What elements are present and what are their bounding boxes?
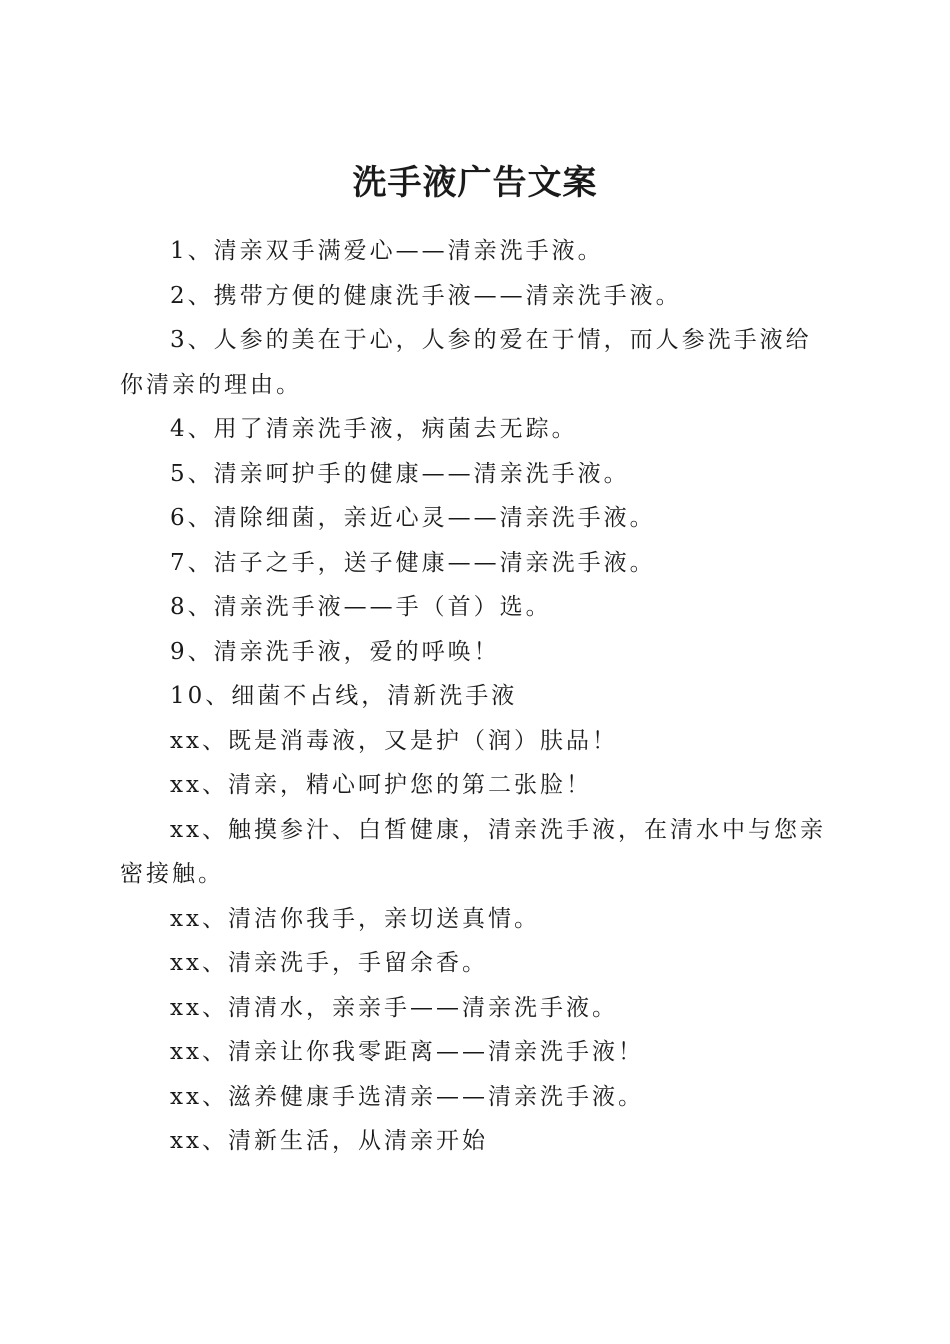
- slogan-paragraph: xx、既是消毒液，又是护（润）肤品！: [170, 727, 618, 754]
- slogan-paragraph: xx、清亲让你我零距离——清亲洗手液！: [170, 1039, 644, 1065]
- slogan-paragraph: xx、清新生活，从清亲开始: [170, 1128, 488, 1154]
- slogan-paragraph: xx、清亲洗手，手留余香。: [170, 950, 488, 976]
- slogan-paragraph: xx、清亲，精心呵护您的第二张脸！: [170, 772, 592, 798]
- slogan-paragraph: 4、用了清亲洗手液，病菌去无踪。: [170, 416, 578, 442]
- document-body: [120, 229, 830, 1164]
- slogan-paragraph: 9、清亲洗手液，爱的呼唤！: [170, 638, 500, 665]
- slogan-paragraph: xx、滋养健康手选清亲——清亲洗手液。: [170, 1083, 644, 1110]
- slogan-paragraph: 7、洁子之手，送子健康——清亲洗手液。: [170, 549, 656, 576]
- slogan-paragraph: 5、清亲呵护手的健康——清亲洗手液。: [170, 460, 630, 487]
- slogan-paragraph: 6、清除细菌，亲近心灵——清亲洗手液。: [170, 505, 656, 531]
- slogan-paragraph: xx、清清水，亲亲手——清亲洗手液。: [170, 994, 618, 1021]
- slogan-paragraph: 3、人参的美在于心，人参的爱在于情，而人参洗手液给你清亲的理由。: [120, 327, 812, 398]
- slogan-paragraph: xx、清洁你我手，亲切送真情。: [170, 905, 540, 932]
- slogan-paragraph: 8、清亲洗手液——手（首）选。: [170, 594, 552, 620]
- slogan-paragraph: 10、细菌不占线，清新洗手液: [170, 683, 518, 709]
- slogan-paragraph: 1、清亲双手满爱心——清亲洗手液。: [170, 238, 604, 264]
- document-title: 洗手液广告文案: [352, 162, 598, 203]
- slogan-paragraph: 2、携带方便的健康洗手液——清亲洗手液。: [170, 282, 682, 309]
- slogan-paragraph: xx、触摸参汁、白皙健康，清亲洗手液，在清水中与您亲密接触。: [120, 816, 826, 887]
